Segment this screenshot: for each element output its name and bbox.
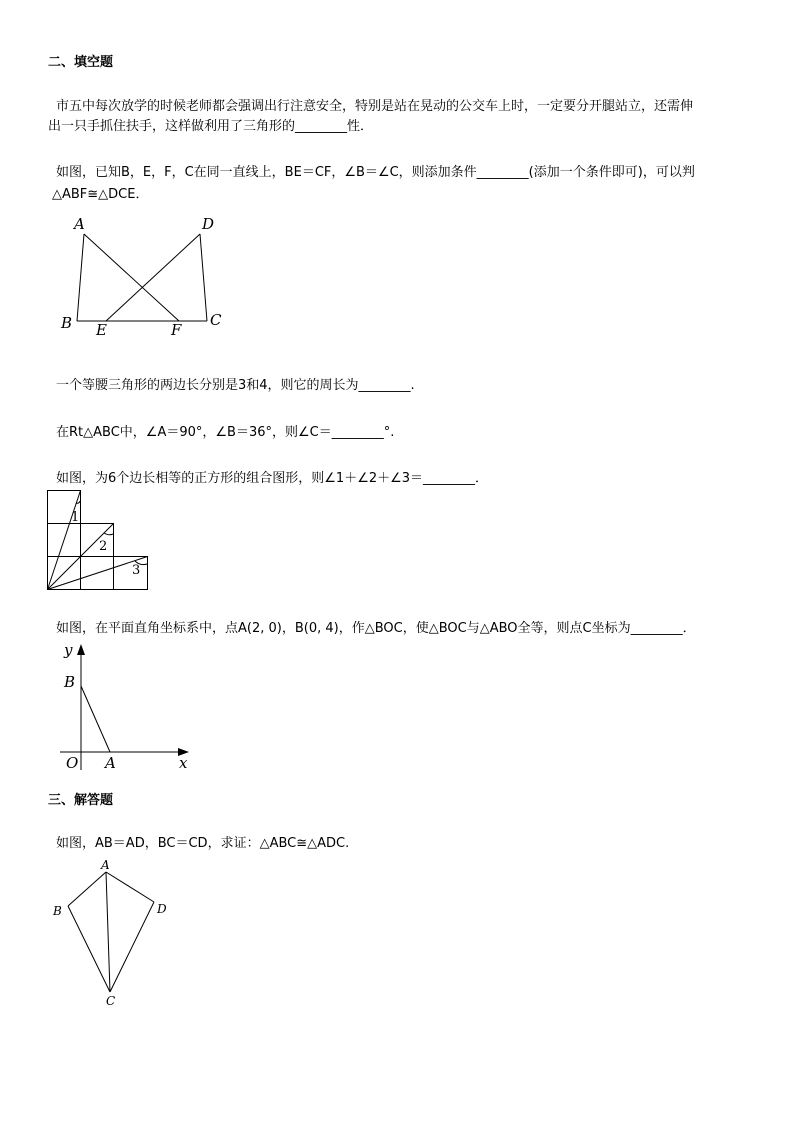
label-A: A xyxy=(105,754,116,772)
segment-AD xyxy=(106,872,154,902)
question-2-line-2: △ABF≅△DCE． xyxy=(52,187,149,202)
angle-arc-2 xyxy=(104,533,113,535)
question-7: 如图，AB＝AD，BC＝CD，求证：△ABC≅△ADC. xyxy=(56,836,350,851)
label-C: C xyxy=(210,311,222,329)
segment-DE xyxy=(106,234,200,321)
section-title-problem-solving: 三、解答题 xyxy=(48,793,114,808)
label-E: E xyxy=(96,321,107,339)
figure-coordinate-plane xyxy=(55,640,200,775)
angle-label-3: 3 xyxy=(132,563,141,578)
question-5: 如图，为6个边长相等的正方形的组合图形，则∠1＋∠2＋∠3＝________． xyxy=(56,471,489,486)
angle-label-2: 2 xyxy=(99,539,108,554)
section-title-fill-blank: 二、填空题 xyxy=(48,55,114,70)
y-axis-arrow-icon xyxy=(77,644,85,655)
figure-kite xyxy=(48,856,178,1011)
label-D: D xyxy=(157,902,167,916)
segment-AB xyxy=(81,686,110,752)
segment-BC xyxy=(68,906,110,992)
question-6: 如图，在平面直角坐标系中，点A(2, 0)，B(0, 4)，作△BOC，使△BOC与△ABO全等，则点C坐标为________． xyxy=(56,621,696,636)
label-O: O xyxy=(66,754,79,772)
label-B: B xyxy=(61,314,73,332)
segment-AF xyxy=(84,234,179,321)
label-F: F xyxy=(171,321,182,339)
label-B: B xyxy=(64,673,76,691)
segment-AB xyxy=(68,872,106,906)
segment-AB xyxy=(77,234,84,321)
label-D: D xyxy=(202,215,215,233)
question-3: 一个等腰三角形的两边长分别是3和4，则它的周长为________. xyxy=(56,378,415,393)
label-A: A xyxy=(74,215,85,233)
square xyxy=(114,557,148,590)
segment-AC xyxy=(106,872,110,992)
question-1-line-1: 市五中每次放学的时候老师都会强调出行注意安全，特别是站在晃动的公交车上时，一定要分开腿站立，还需伸 xyxy=(56,99,694,114)
diagonal-1 xyxy=(48,491,81,590)
label-C: C xyxy=(106,994,116,1008)
question-2-line-1: 如图，已知B，E，F，C在同一直线上，BE＝CF，∠B＝∠C，则添加条件________(添加一个条件即可)，可以判 xyxy=(56,165,695,180)
label-x: x xyxy=(179,754,188,772)
segment-DC xyxy=(110,902,154,992)
figure-two-triangles xyxy=(55,210,230,340)
angle-label-1: 1 xyxy=(71,510,80,525)
label-A: A xyxy=(101,858,110,872)
label-B: B xyxy=(53,904,62,918)
question-1-line-2: 出一只手抓住扶手，这样做利用了三角形的________性． xyxy=(48,119,374,134)
segment-DC xyxy=(200,234,207,321)
label-y: y xyxy=(64,641,73,659)
question-4: 在Rt△ABC中，∠A＝90°，∠B＝36°，则∠C＝________°. xyxy=(56,425,395,440)
figure-six-squares xyxy=(46,489,152,591)
